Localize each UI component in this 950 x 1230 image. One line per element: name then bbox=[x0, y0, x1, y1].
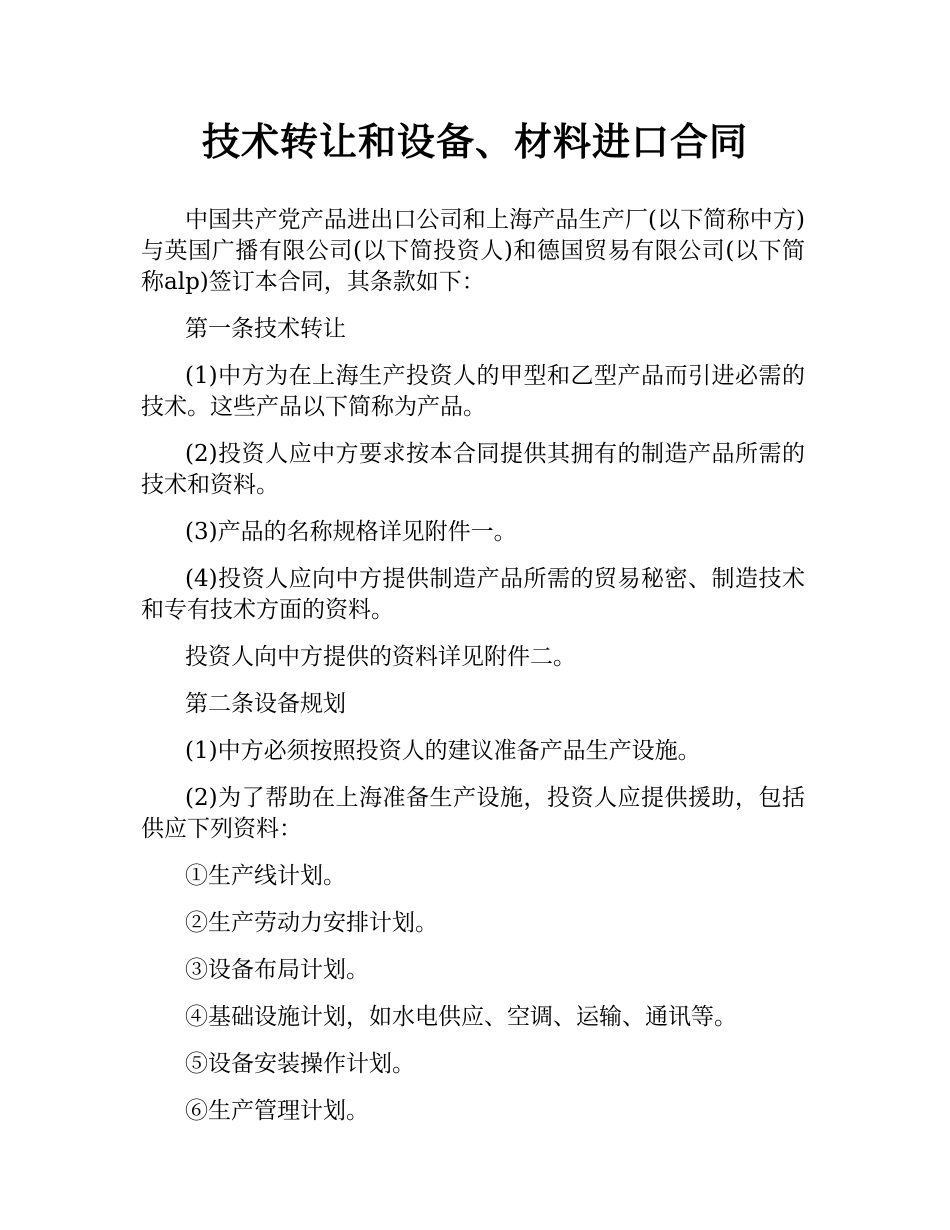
article-2-clause-1: (1)中方必须按照投资人的建议准备产品生产设施。 bbox=[185, 738, 701, 764]
list-item: ④基础设施计划，如水电供应、空调、运输、通讯等。 bbox=[185, 1004, 737, 1030]
list-item: ②生产劳动力安排计划。 bbox=[185, 910, 438, 936]
article-2-heading: 第二条设备规划 bbox=[185, 691, 346, 717]
article-1-clause-2: (2)投资人应中方要求按本合同提供其拥有的制造产品所需的技术和资料。 bbox=[141, 441, 805, 498]
article-1-heading: 第一条技术转让 bbox=[185, 316, 346, 342]
article-1-clause-1: (1)中方为在上海生产投资人的甲型和乙型产品而引进必需的技术。这些产品以下简称为产品。 bbox=[141, 363, 805, 420]
document-title: 技术转让和设备、材料进口合同 bbox=[201, 120, 748, 164]
article-1-note: 投资人向中方提供的资料详见附件二。 bbox=[185, 644, 576, 670]
list-item: ⑥生产管理计划。 bbox=[185, 1098, 369, 1124]
document-body bbox=[141, 205, 805, 1143]
list-item: ①生产线计划。 bbox=[185, 863, 346, 889]
article-1-clause-3: (3)产品的名称规格详见附件一。 bbox=[185, 519, 517, 545]
article-2-clause-2: (2)为了帮助在上海准备生产设施，投资人应提供援助，包括供应下列资料： bbox=[141, 785, 805, 842]
list-item: ⑤设备安装操作计划。 bbox=[185, 1051, 415, 1077]
intro-paragraph: 中国共产党产品进出口公司和上海产品生产厂(以下简称中方)与英国广播有限公司(以下简投资人)和德国贸易有限公司(以下简称alp)签订本合同，其条款如下： bbox=[141, 207, 805, 295]
list-item: ③设备布局计划。 bbox=[185, 957, 369, 983]
article-1-clause-4: (4)投资人应向中方提供制造产品所需的贸易秘密、制造技术和专有技术方面的资料。 bbox=[141, 566, 805, 623]
